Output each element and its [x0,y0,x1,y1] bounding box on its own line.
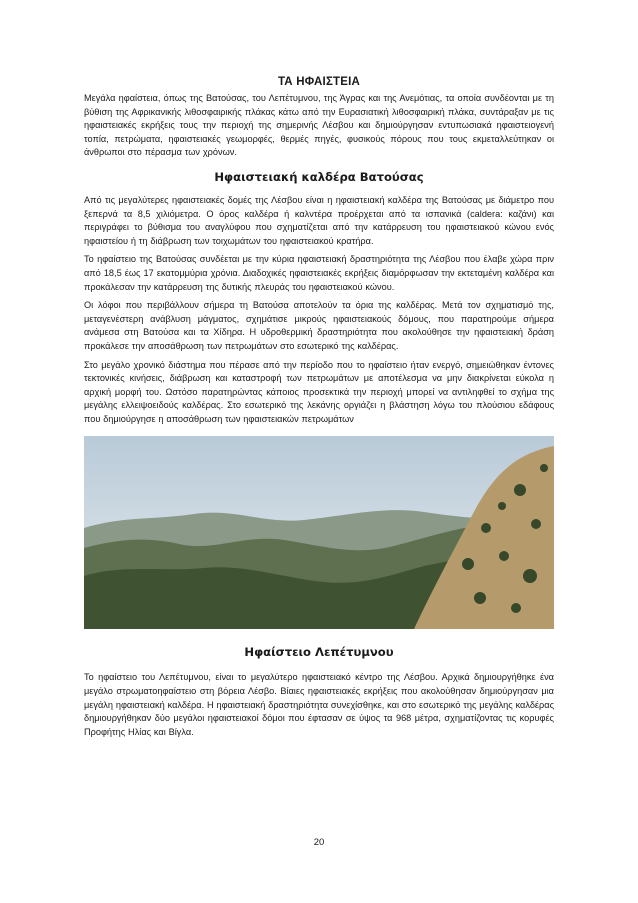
vatousa-paragraph-1: Από τις μεγαλύτερες ηφαιστειακές δομές της Λέσβου είναι η ηφαιστειακή καλδέρα της Βατούσας με διάμετρο που ξεπερνά τα 8,5 χιλιόμετρα. Ο όρος καλδέρα ή καλντέρα προέρχεται από τα ισπανικά (caldera: καζάνι) και περιγράφει το βύθισμα του αναγλύφου που σχηματίζεται από την κατάρρευση του ηφαιστειακού κώνου ενός ηφαιστείου ή τη διάβρωση των τοιχωμάτων του ηφαιστειακού κρατήρα. [84,194,554,246]
vatousa-paragraph-2: Το ηφαίστειο της Βατούσας συνδέεται με την κύρια ηφαιστειακή δραστηριότητα της Λέσβου που έλαβε χώρα πριν από 18,5 έως 17 εκατομμύρια χρόνια. Διαδοχικές ηφαιστειακές εκρήξεις διαμόρφωσαν την εκτεταμένη καλδέρα και προκάλεσαν την κατάρρευση της δυτικής πλευράς του ηφαιστειακού κώνου. [84,254,554,292]
section-heading-lepetymnos: Ηφαίστειο Λεπέτυμνου [244,645,394,660]
page-content [84,76,554,744]
intro-paragraph: Μεγάλα ηφαίστεια, όπως της Βατούσας, του Λεπέτυμνου, της Άγρας και της Ανεμότιας, τα οποία συνδέονται με τη βύθιση της Αφρικανικής λιθοσφαιρικής πλάκας κάτω από την Ευρασιατική λιθοσφαιρική πλάκα, συντάραξαν με τις ηφαιστειακές εκρήξεις τους την περιοχή της σημερινής Λέσβου και δημιούργησαν εντυπωσιακά ηφαιστειογενή τοπία, πετρώματα, ηφαιστειακές γεωμορφές, θερμές πηγές, φυσικούς πόρους που τους εκμεταλλεύτηκαν οι άνθρωποι στο πέρασμα των χρόνων. [84,93,554,158]
page-title: ΤΑ ΗΦΑΙΣΤΕΙΑ [277,76,361,88]
vatousa-paragraph-3: Οι λόφοι που περιβάλλουν σήμερα τη Βατούσα αποτελούν τα όρια της καλδέρας. Μετά τον σχηματισμό της, μεταγενέστερη ανάβλυση μάγματος, σχημάτισε μικρούς ηφαιστειακούς δόμους, που παρατηρούμε σήμερα ανάμεσα στη Βατούσα και τα Χίδηρα. Η υδροθερμική δραστηριότητα που ακολούθησε την ηφαιστειακή δράση προκάλεσε την αποσάθρωση των πετρωμάτων στο εσωτερικό της καλδέρας. [84,300,554,351]
shrub [540,464,548,472]
shrub [514,484,526,496]
shrub [523,569,537,583]
shrub [474,592,486,604]
shrub [531,519,541,529]
shrub [481,523,491,533]
vatousa-paragraph-4: Στο μεγάλο χρονικό διάστημα που πέρασε από την περίοδο που το ηφαίστειο ήταν ενεργό, σημειώθηκαν έντονες τεκτονικές κινήσεις, διάβρωση και καταστροφή των πετρωμάτων με αποτέλεσμα να μην διακρίνεται εύκολα η αρχική μορφή του. Ωστόσο παρατηρώντας κάποιος προσεκτικά την περιοχή μπορεί να αντιληφθεί το σχήμα της μεγάλης ελλειψοειδούς καλδέρας. Στο εσωτερικό της λεκάνης οργιάζει η βλάστηση λόγω του πλούσιου εδάφους που δημιούργησε η αποσάθρωση των ηφαιστειακών πετρωμάτων [84,359,554,424]
landscape-photo [84,436,554,629]
page-number: 20 [313,837,325,848]
shrub [498,502,506,510]
lepetymnos-paragraph-1: Το ηφαίστειο του Λεπέτυμνου, είναι το μεγαλύτερο ηφαιστειακό κέντρο της Λέσβου. Αρχικά δημιουργήθηκε ένα μεγάλο στρωματοηφαίστειο στη βόρεια Λέσβο. Βίαιες ηφαιστειακές εκρήξεις που ακολούθησαν δημιούργησαν μια μεγάλη ηφαιστειακή καλδέρα. Η ηφαιστειακή δραστηριότητα συνεχίσθηκε, και στο εσωτερικό της μεγάλης καλδέρας δημιουργήθηκαν δύο μεγάλοι ηφαιστειακοί δόμοι που έφτασαν σε ύψος τα 968 μέτρα, σχηματίζοντας τις κορυφές Προφήτης Ηλίας και Βίγλα. [84,672,554,737]
shrub [499,551,509,561]
shrub [511,603,521,613]
shrub [462,558,474,570]
section-heading-vatousa: Ηφαιστειακή καλδέρα Βατούσας [214,169,424,184]
